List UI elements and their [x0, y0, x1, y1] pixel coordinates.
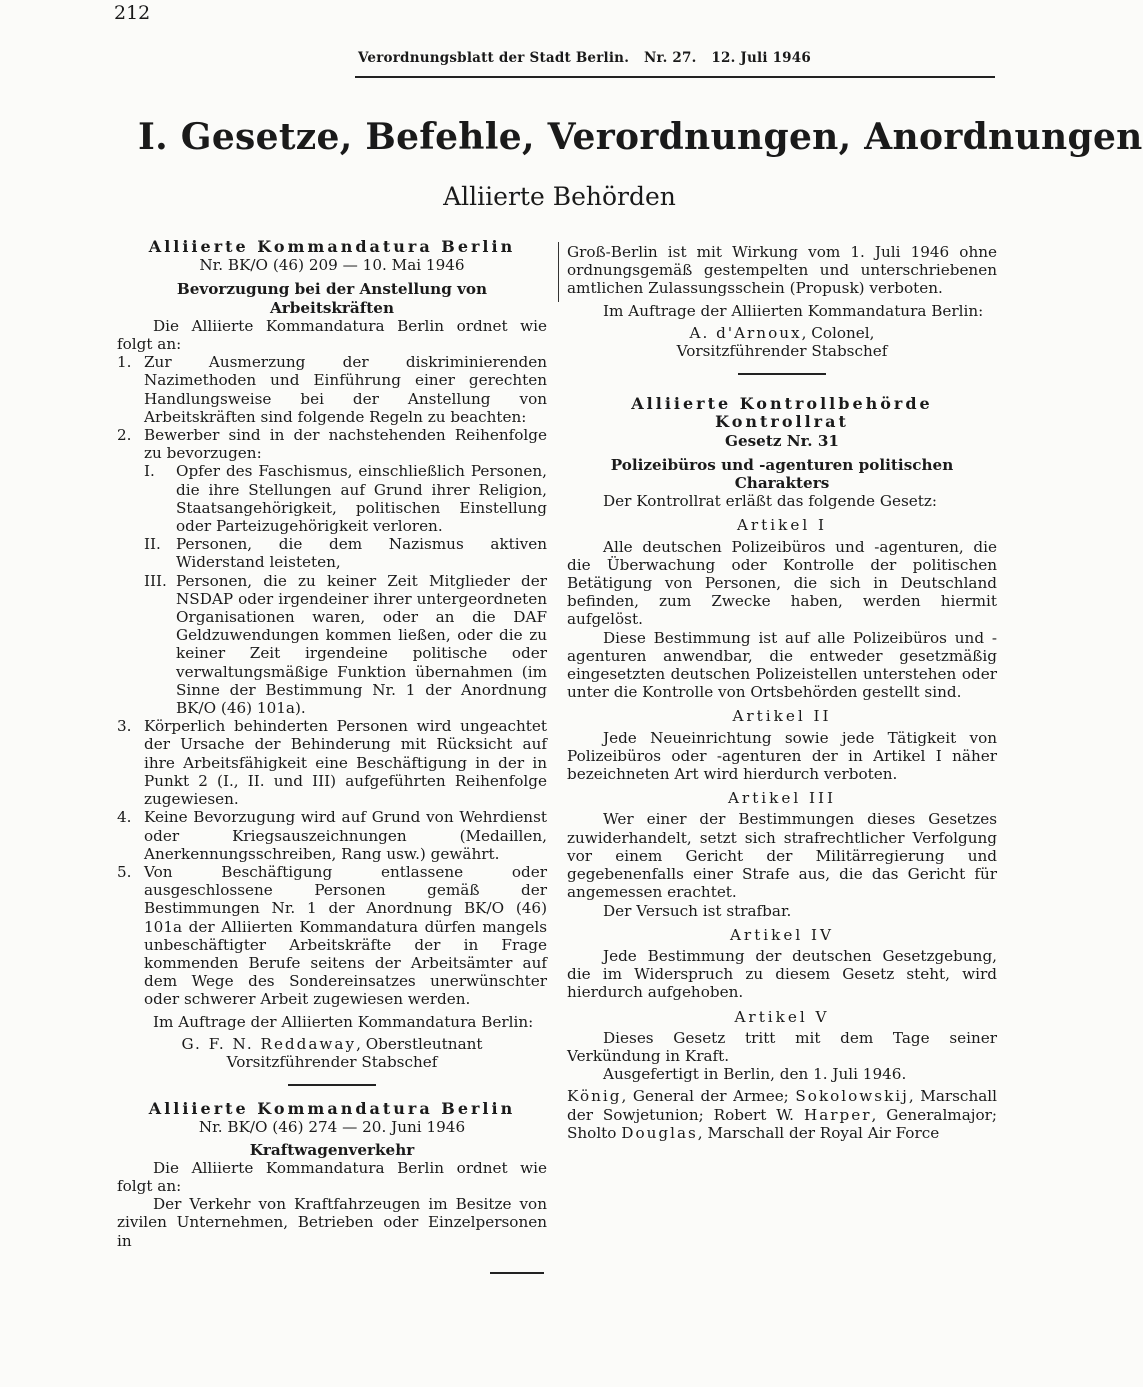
section-intro: Die Alliierte Kommandatura Berlin ordnet wie folgt an: [117, 316, 547, 354]
article-heading: Artikel IV [729, 925, 835, 944]
page-number: 212 [114, 2, 151, 24]
authority-line: Im Auftrage der Alliierten Kommandatura Berlin: [603, 301, 984, 320]
body-paragraph: Jede Bestimmung der deutschen Gesetzgebung, die im Widerspruch zu diesem Gesetz steht, wird hierdurch aufgehoben. [567, 946, 997, 1002]
list-item [117, 353, 547, 426]
signatory-title: Vorsitzführender Stabschef [676, 342, 888, 361]
roman-number: II. [144, 535, 161, 554]
issue-number: Nr. 27. [644, 50, 697, 66]
signatory-name: G. F. N. Reddaway [181, 1034, 357, 1053]
list-item [117, 808, 547, 863]
item-number: 3. [117, 717, 132, 736]
roman-number: I. [144, 462, 155, 481]
section-intro: Der Kontrollrat erläßt das folgende Gesetz: [603, 492, 937, 511]
signatory-rank: , Colonel, [801, 323, 875, 342]
signatory-name: A. d'Arnoux [689, 323, 802, 342]
roman-number: III. [144, 571, 167, 590]
signatory-title: Vorsitzführender Stabschef [226, 1052, 438, 1071]
item-number: 4. [117, 808, 132, 827]
end-rule [490, 1272, 544, 1274]
body-paragraph: Der Verkehr von Kraftfahrzeugen im Besitze von zivilen Unternehmen, Betrieben oder Einzelpersonen in [117, 1195, 547, 1250]
subtitle: Alliierte Behörden [443, 182, 676, 211]
signatory-rank: , Generalmajor; Sholto [567, 1105, 997, 1142]
item-text: Zur Ausmerzung der diskriminierenden Nazimethoden und Einführung einer gerechten Handlungsweise bei der Anstellung von Arbeitskräften sind folgende Regeln zu beachten: [144, 353, 547, 426]
sub-item-text: Personen, die zu keiner Zeit Mitglieder der NSDAP oder irgendeiner ihrer untergeordneten Organisationen waren, oder an die DAF Geldzuwendungen kommen ließen, oder die zu keiner Zeit irgendeine politische oder verwaltungsmäßige Funktion übernahmen (im Sinne der Bestimmung Nr. 1 der Anordnung BK/O (46) 101a). [176, 571, 547, 718]
list-item [117, 717, 547, 808]
signatories [567, 1087, 997, 1142]
body-paragraph: Groß-Berlin ist mit Wirkung vom 1. Juli 1946 ohne ordnungsgemäß gestempelten und unterschriebenen amtlichen Zulassungsschein (Propusk) verboten. [567, 243, 997, 298]
item-number: 1. [117, 353, 132, 372]
item-text: Bewerber sind in der nachstehenden Reihenfolge zu bevorzugen: [144, 426, 547, 463]
article-heading: Artikel V [734, 1007, 830, 1026]
item-number: 2. [117, 426, 132, 445]
section-heading: Alliierte Kontrollbehörde [631, 394, 933, 414]
body-paragraph: Diese Bestimmung ist auf alle Polizeibüros und -agenturen anwendbar, die entweder gesetzmäßig eingesetzten deutschen Polizeistellen unterstehen oder unter die Kontrolle von Ortsbehörden gestellt sind. [567, 628, 997, 702]
section-heading: Alliierte Kommandatura Berlin [148, 1099, 516, 1119]
item-number: 5. [117, 862, 132, 881]
signatory-name: Sokolowskij [795, 1087, 909, 1106]
publication-name: Verordnungsblatt der Stadt Berlin. [358, 50, 630, 66]
issued-line: Ausgefertigt in Berlin, den 1. Juli 1946. [603, 1065, 907, 1084]
body-paragraph: Wer einer der Bestimmungen dieses Gesetzes zuwiderhandelt, setzt sich strafrechtlicher Verfolgung vor einem Gericht der Militärregierung und gegebenenfalls einer Strafe aus, die das Gericht für angemessen erachtet. [567, 810, 997, 902]
section-title: Kraftwagenverkehr [249, 1140, 415, 1159]
signatory-rank: , Marschall der Sowjetunion; Robert W. [567, 1087, 997, 1124]
section-reference: Nr. BK/O (46) 274 — 20. Juni 1946 [198, 1118, 466, 1137]
signatory-name: Douglas [621, 1123, 698, 1142]
sub-item [144, 462, 547, 535]
left-column [117, 238, 547, 1250]
article-heading: Artikel III [727, 789, 837, 808]
section-heading: Alliierte Kommandatura Berlin [148, 237, 516, 256]
sub-item-text: Personen, die dem Nazismus aktiven Widerstand leisteten, [176, 535, 547, 572]
signatory-rank: , Marschall der Royal Air Force [697, 1123, 940, 1142]
signatory-name: Harper [803, 1105, 872, 1124]
list-item [117, 863, 547, 1009]
section-heading: Kontrollrat [715, 412, 849, 432]
section-reference: Nr. BK/O (46) 209 — 10. Mai 1946 [199, 256, 465, 275]
body-paragraph: Jede Neueinrichtung sowie jede Tätigkeit von Polizeibüros oder -agenturen der in Artikel I näher bezeichneten Art wird hierdurch verboten. [567, 728, 997, 784]
section-title: Bevorzugung bei der Anstellung von Arbeitskräften [176, 280, 488, 317]
item-text: Körperlich behinderten Personen wird ungeachtet der Ursache der Behinderung mit Rücksicht auf ihre Arbeitsfähigkeit eine Beschäftigung in der in Punkt 2 (I., II. und III) aufgeführten Reihenfolge zugewiesen. [144, 717, 547, 809]
authority-line: Im Auftrage der Alliierten Kommandatura Berlin: [153, 1012, 534, 1031]
sub-item [144, 535, 547, 571]
article-heading: Artikel I [736, 516, 828, 535]
issue-date: 12. Juli 1946 [711, 50, 811, 66]
list-item [117, 426, 547, 462]
section-intro: Die Alliierte Kommandatura Berlin ordnet wie folgt an: [117, 1158, 547, 1195]
signatory-rank: , General der Armee; [621, 1087, 796, 1106]
signatory-name: König [567, 1087, 622, 1106]
main-title: I. Gesetze, Befehle, Verordnungen, Anordnungen [138, 116, 1143, 158]
body-paragraph: Dieses Gesetz tritt mit dem Tage seiner Verkündung in Kraft. [567, 1028, 997, 1065]
sub-item [144, 572, 547, 718]
header-rule [355, 76, 995, 78]
right-column [567, 243, 997, 1142]
column-divider [558, 242, 559, 302]
running-header [358, 50, 821, 66]
article-heading: Artikel II [732, 707, 832, 726]
section-title: Polizeibüros und -agenturen politischen Charakters [610, 455, 954, 493]
body-paragraph: Alle deutschen Polizeibüros und -agenturen, die die Überwachung oder Kontrolle der politischen Betätigung von Personen, die sich in Deutschland befinden, zum Zwecke haben, werden hiermit aufgelöst. [567, 537, 997, 629]
signatory-rank: , Oberstleutnant [356, 1034, 483, 1053]
law-number: Gesetz Nr. 31 [725, 431, 839, 450]
item-text: Keine Bevorzugung wird auf Grund von Wehrdienst oder Kriegsauszeichnungen (Medaillen, Anerkennungsschreiben, Rang usw.) gewährt. [144, 808, 547, 863]
signature [117, 1035, 547, 1053]
sub-item-text: Opfer des Faschismus, einschließlich Personen, die ihre Stellungen auf Grund ihrer Religion, Staatsangehörigkeit, politischen Einstellung oder Parteizugehörigkeit verloren. [176, 462, 547, 536]
body-paragraph: Der Versuch ist strafbar. [603, 901, 792, 920]
section-separator [738, 373, 826, 375]
signature [567, 324, 997, 342]
section-separator [288, 1084, 376, 1086]
item-text: Von Beschäftigung entlassene oder ausgeschlossene Personen gemäß der Bestimmungen Nr. 1 der Anordnung BK/O (46) 101a der Alliierten Kommandatura dürfen mangels unbeschäftigter Arbeitskräfte der in Frage kommenden Berufe seitens der Arbeitsämter auf dem Wege des Sondereinsatzes unerwünschter oder schwerer Arbeit zugewiesen werden. [144, 862, 547, 1009]
